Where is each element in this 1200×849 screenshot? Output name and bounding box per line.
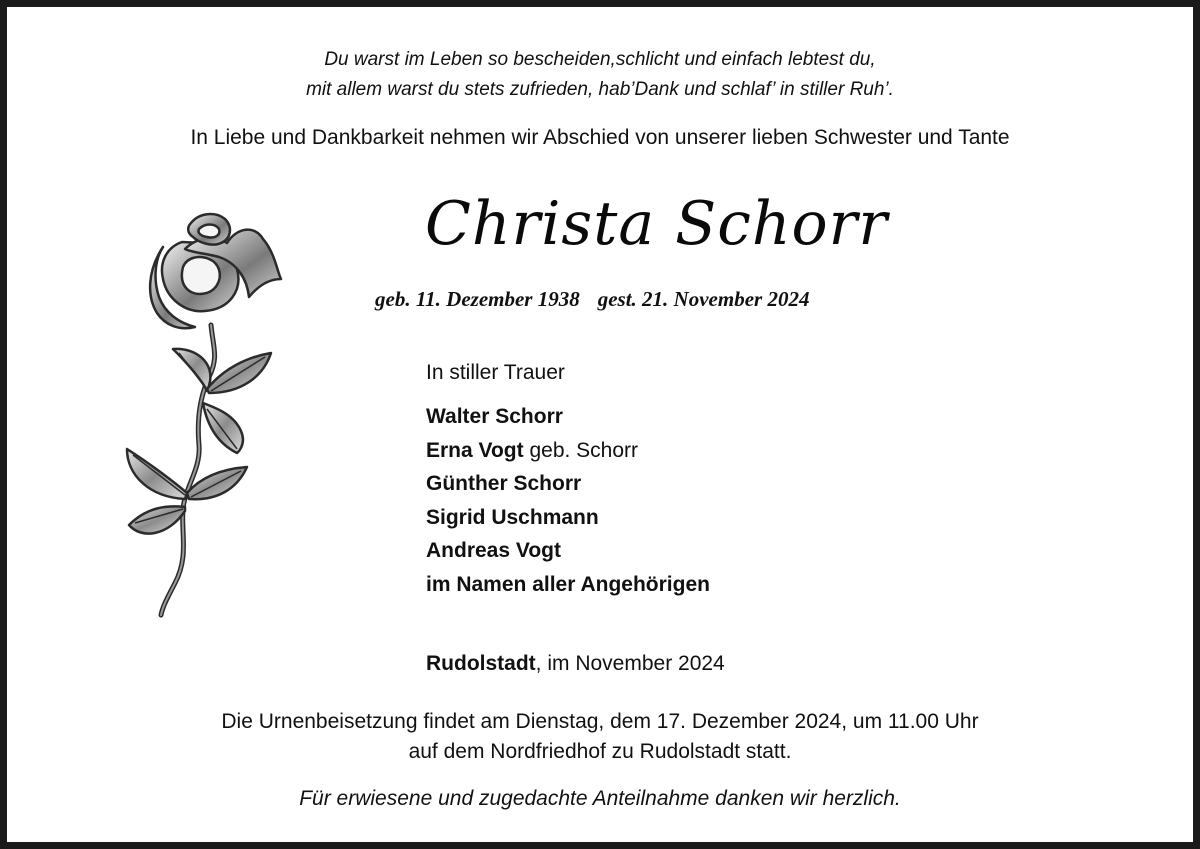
mourner-name: Andreas Vogt xyxy=(426,539,561,562)
poem xyxy=(7,45,1193,105)
mourner-name: Erna Vogt xyxy=(426,438,524,462)
mourner-row xyxy=(426,400,710,434)
mourner-name: im Namen aller Angehörigen xyxy=(426,572,710,596)
mourners-block xyxy=(426,358,710,601)
mourning-label: In stiller Trauer xyxy=(426,361,565,384)
mourner-row xyxy=(426,501,710,535)
mourner-row xyxy=(426,467,710,501)
mourner-name: Sigrid Uschmann xyxy=(426,505,599,529)
mourner-row xyxy=(426,434,710,468)
place-city: Rudolstadt xyxy=(426,652,536,675)
mourner-row xyxy=(426,534,710,568)
mourner-name: Günther Schorr xyxy=(426,472,582,495)
birth-date: geb. 11. Dezember 1938 xyxy=(375,287,580,311)
place-month: , im November 2024 xyxy=(535,652,725,675)
burial-line-1: Die Urnenbeisetzung findet am Dienstag, dem 17. Dezember 2024, um 11.00 Uhr xyxy=(221,710,979,733)
intro-text: In Liebe und Dankbarkeit nehmen wir Abschied von unserer lieben Schwester und Tante xyxy=(190,126,1010,149)
deceased-name: Christa Schorr xyxy=(425,189,889,259)
poem-line-1: Du warst im Leben so bescheiden,schlicht und einfach lebtest du, xyxy=(324,49,876,70)
rose-icon xyxy=(87,187,327,627)
death-date: gest. 21. November 2024 xyxy=(597,287,810,311)
burial-notice xyxy=(7,707,1193,767)
poem-line-2: mit allem warst du stets zufrieden, hab’Dank und schlaf’ in stiller Ruh’. xyxy=(306,79,894,100)
mourner-row xyxy=(426,568,710,602)
place-date xyxy=(426,652,725,676)
burial-line-2: auf dem Nordfriedhof zu Rudolstadt statt. xyxy=(408,740,792,763)
life-dates xyxy=(375,287,809,312)
thanks-text: Für erwiesene und zugedachte Anteilnahme danken wir herzlich. xyxy=(299,787,901,810)
mourner-name: Walter Schorr xyxy=(426,405,563,428)
mourner-suffix: geb. Schorr xyxy=(523,438,639,462)
